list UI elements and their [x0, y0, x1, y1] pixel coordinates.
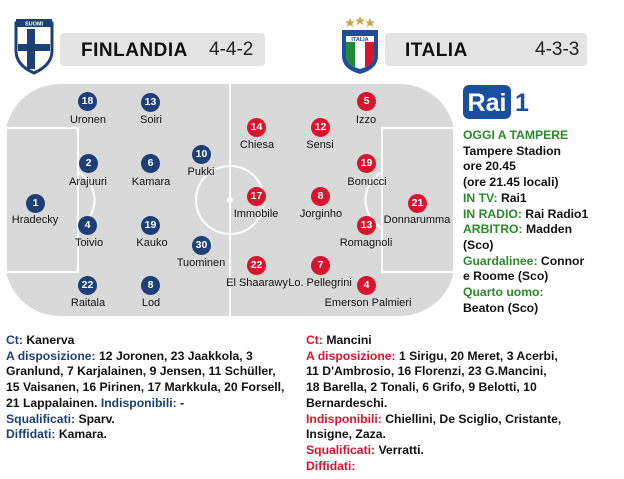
- player-number: 4: [357, 276, 376, 295]
- radio-row: [463, 207, 623, 223]
- player-name: Tuominen: [176, 257, 226, 269]
- player-number: 22: [78, 276, 97, 295]
- player-number: 13: [141, 93, 160, 112]
- player-number: 22: [247, 256, 266, 275]
- player-name: Arajuuri: [69, 176, 107, 188]
- italy-ct-value: Mancini: [326, 333, 372, 347]
- italy-suspended-label: Squalificati:: [306, 442, 376, 457]
- player-name: Immobile: [233, 208, 279, 220]
- finland-warned-value: Kamara.: [58, 427, 107, 442]
- player-name: Lod: [141, 297, 161, 309]
- italy-bench-line4: Bernardeschi.: [306, 395, 388, 410]
- match-local-time: (ore 21.45 locali): [463, 175, 559, 190]
- player-number: 30: [192, 236, 211, 255]
- linesmen-label: Guardalinee:: [463, 253, 538, 268]
- italy-bench-line1: 1 Sirigu, 20 Meret, 3 Acerbi,: [399, 348, 558, 363]
- finland-suspended-label: Squalificati:: [6, 411, 76, 426]
- finland-suspended-value: Sparv.: [78, 411, 115, 426]
- italy-team-info: [306, 333, 561, 474]
- referee-row: [463, 222, 623, 238]
- player-name: Chiesa: [239, 139, 275, 151]
- player-name: Donnarumma: [383, 214, 451, 226]
- player-number: 1: [26, 194, 45, 213]
- italy-suspended-value: Verratti.: [378, 442, 424, 457]
- fourth-official-label: Quarto uomo:: [463, 285, 544, 300]
- radio-value: Rai Radio1: [525, 206, 589, 221]
- tv-value: Rai1: [500, 190, 527, 205]
- finland-bench-line2: Granlund, 7 Karjalainen, 9 Jensen, 11 Schüller,: [6, 364, 276, 379]
- italy-formation: 4-3-3: [535, 39, 580, 60]
- player-number: 8: [141, 276, 160, 295]
- finland-formation: 4-4-2: [209, 39, 254, 60]
- italy-crest-icon: [338, 14, 382, 76]
- italy-unavailable-line1: Chiellini, De Sciglio, Cristante,: [385, 411, 562, 426]
- match-info: [463, 128, 623, 316]
- italy-crest-text: ITALIA: [351, 37, 369, 43]
- player-name: Raitala: [70, 297, 106, 309]
- referee-label: ARBITRO:: [463, 222, 523, 237]
- finland-bench-line4: 21 Lappalainen.: [6, 395, 98, 410]
- tv-label: IN TV:: [463, 190, 498, 205]
- finland-bench-line1: 12 Joronen, 23 Jaakkola, 3: [99, 348, 253, 363]
- finland-unavailable-label: Indisponibili:: [100, 395, 177, 410]
- linesmen-value-2: e Roome (Sco): [463, 269, 549, 284]
- player-name: Bonucci: [347, 176, 387, 188]
- tv-row: [463, 191, 623, 207]
- player-name: Sensi: [306, 139, 334, 151]
- player-name: Kauko: [136, 237, 168, 249]
- finland-warned-label: Diffidati:: [6, 427, 56, 442]
- referee-country: (Sco): [463, 237, 494, 252]
- italy-unavailable-line2: Insigne, Zaza.: [306, 427, 386, 442]
- player-name: Hradecky: [11, 214, 59, 226]
- player-number: 7: [311, 256, 330, 275]
- finland-bench-line3: 15 Vaisanen, 16 Pirinen, 17 Markkula, 20 Forsell,: [6, 380, 285, 395]
- linesmen-row: [463, 254, 623, 270]
- player-number: 5: [357, 92, 376, 111]
- italy-unavailable-label: Indisponibili:: [306, 411, 382, 426]
- player-number: 10: [192, 145, 211, 164]
- italy-name: ITALIA: [405, 40, 468, 61]
- player-number: 17: [247, 187, 266, 206]
- finland-crest-icon: [13, 17, 55, 75]
- linesmen-value: Connor: [540, 253, 585, 268]
- player-number: 19: [141, 216, 160, 235]
- player-number: 6: [141, 154, 160, 173]
- player-name: Izzo: [355, 114, 377, 126]
- referee-value: Madden: [525, 222, 573, 237]
- match-venue: Tampere Stadion: [463, 143, 561, 158]
- player-name: Soiri: [139, 114, 163, 126]
- rai1-logo-icon: [463, 85, 553, 119]
- italy-warned-label: Diffidati:: [306, 458, 356, 473]
- player-number: 4: [78, 216, 97, 235]
- italy-bench-label: A disposizione:: [306, 348, 396, 363]
- finland-crest-text: SUOMI: [24, 21, 44, 28]
- italy-bench-line3: 18 Barella, 2 Tonali, 6 Grifo, 9 Belotti, 10: [306, 380, 537, 395]
- finland-ct-value: Kanerva: [26, 333, 75, 347]
- player-number: 12: [311, 118, 330, 137]
- player-name: El Shaarawy: [226, 277, 288, 289]
- player-number: 13: [357, 216, 376, 235]
- radio-label: IN RADIO:: [463, 206, 522, 221]
- player-number: 18: [78, 92, 97, 111]
- player-name: Uronen: [69, 114, 107, 126]
- fourth-official-value: Beaton (Sco): [463, 300, 539, 315]
- rai-logo-text: Rai: [467, 89, 507, 117]
- player-name: Kamara: [131, 176, 171, 188]
- rai-logo-number: 1: [515, 89, 529, 117]
- finland-bench-label: A disposizione:: [6, 348, 96, 363]
- player-name: Lo. Pellegrini: [288, 277, 352, 289]
- player-number: 14: [247, 118, 266, 137]
- player-number: 2: [79, 154, 98, 173]
- player-name: Toivio: [74, 237, 104, 249]
- finland-ct-label: Ct:: [6, 333, 23, 347]
- player-name: Pukki: [187, 166, 215, 178]
- player-number: 19: [357, 154, 376, 173]
- match-time: ore 20.45: [463, 159, 516, 174]
- player-name: Jorginho: [299, 208, 343, 220]
- finland-team-info: [6, 333, 284, 443]
- match-location: OGGI A TAMPERE: [463, 128, 569, 142]
- finland-unavailable-value: -: [180, 395, 185, 410]
- italy-bench-line2: 11 D'Ambrosio, 16 Florenzi, 23 G.Mancini,: [306, 364, 547, 379]
- finland-name: FINLANDIA: [81, 40, 188, 61]
- player-name: Romagnoli: [339, 237, 393, 249]
- player-number: 21: [408, 194, 427, 213]
- player-number: 8: [311, 187, 330, 206]
- italy-ct-label: Ct:: [306, 333, 323, 347]
- player-name: Emerson Palmieri: [324, 297, 412, 309]
